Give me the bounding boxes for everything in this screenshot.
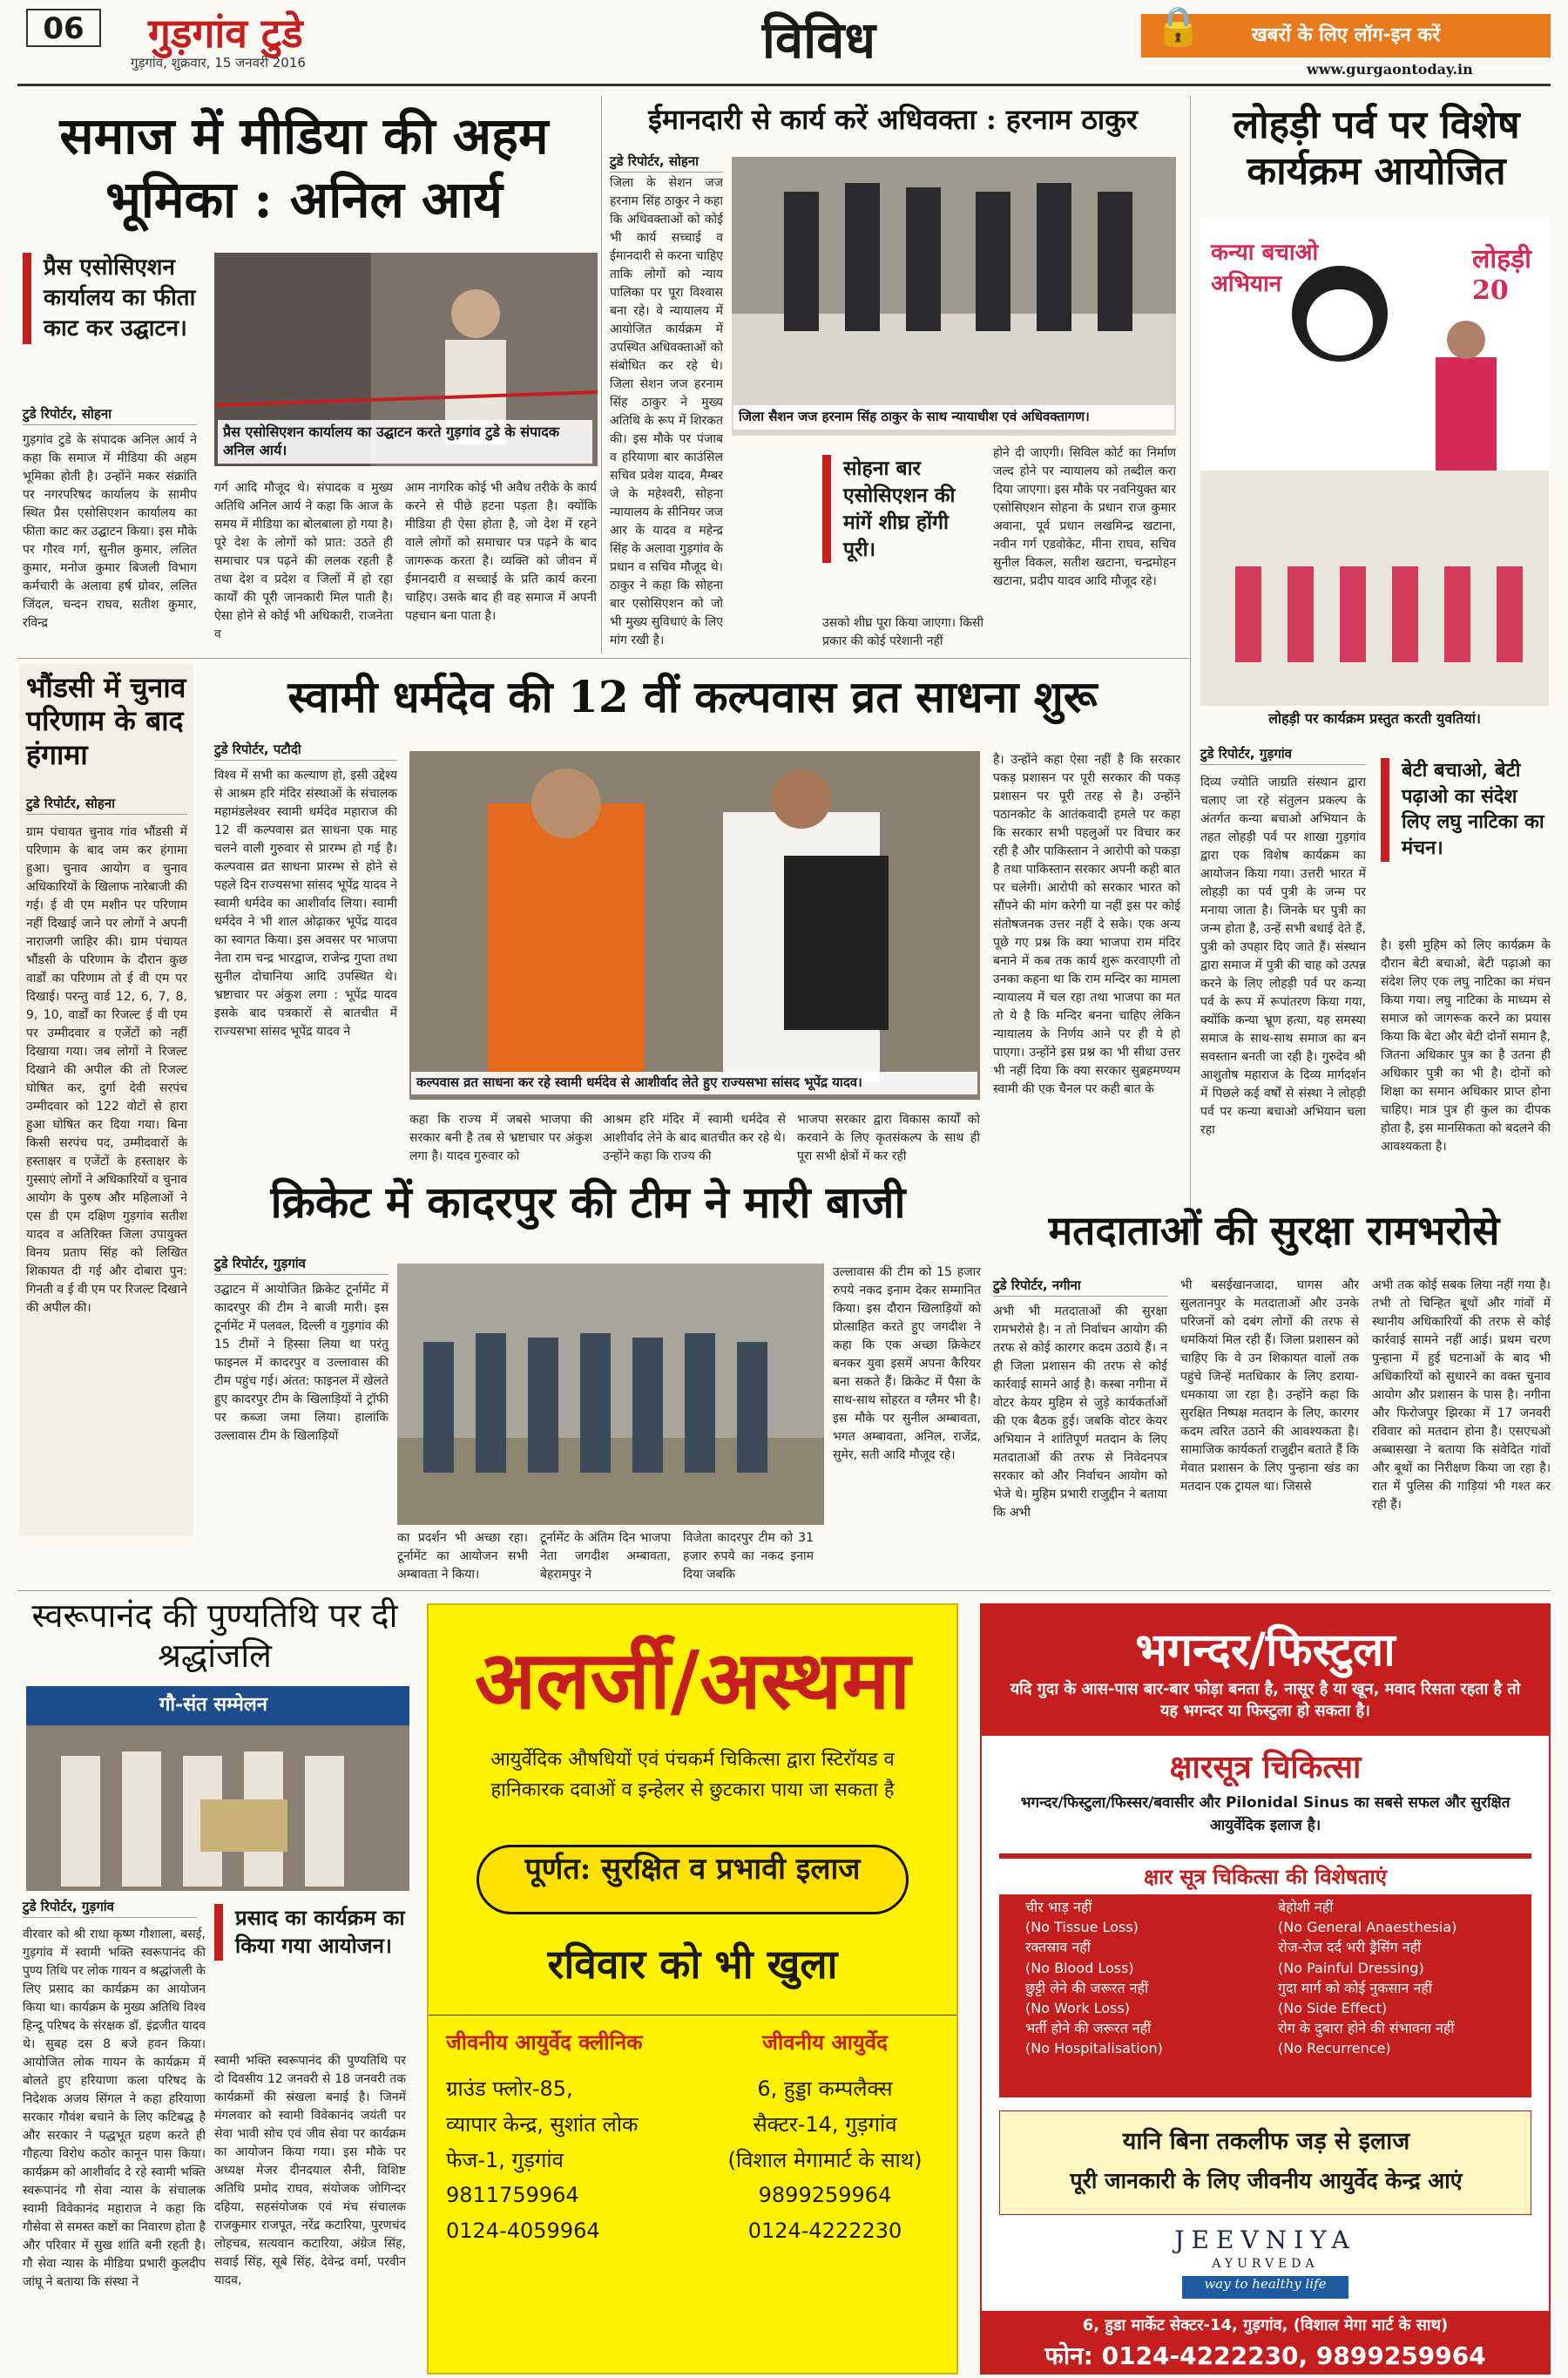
lohri-body-1: दिव्य ज्योति जाग्रति संस्थान द्वारा चलाए जा रहे संतुलन प्रकल्प के अंतर्गत कन्या बचाओ अभियान के तहत लोहड़ी पर्व पर शाखा गुड़गांव द्वारा एक विशेष कार्यक्रम का आयोजन किया गया। उत्तरी भारत में लोहड़ी का पर्व पुत्री के जन्म पर मनाया जाता है। जिनके घर पुत्री का जन्म होता है, उन्हें सभी बधाई देते हैं, पुत्री को उपहार दिए जाते हैं। संस्थान द्वारा समाज में पुत्री की चाह को उत्पन्न करने के लिए लोहड़ी पर्व पर कन्या पर्व के रूप में रूपांतरण किया गया, क्योंकि कन्या भ्रूण हत्या, यह समस्या समाज के साथ-साथ समाज का बन सवस्तान बनती जा रही है। गुरुदेव श्री आशुतोष महाराज के दिव्य मार्गदर्शन में पिछले कई वर्षों से संस्था ने लोहड़ी पर्व पर कन्या बचाओ अभियान चला रहा xyxy=(1200,776,1366,1137)
jeevniya-tagline: way to healthy life xyxy=(1182,2276,1348,2299)
fistula-ad-features xyxy=(999,1853,1531,2097)
cricket-body-4: विजेता कादरपुर टीम को 31 हजार रुपये का नकद इनाम दिया जबकि xyxy=(683,1531,814,1582)
fistula-features-left xyxy=(1025,1897,1260,2059)
fistula-ad-cta xyxy=(999,2110,1531,2215)
fistula-ad[interactable] xyxy=(980,1603,1551,2375)
clinic-1-address xyxy=(446,2071,681,2249)
allergy-ad-tagline: आयुर्वेदिक औषधियों एवं पंचकर्म चिकित्सा द्वारा स्टिरॉयड व हानिकारक दवाओं व इन्हेलर से छुटकारा पाया जा सकता है xyxy=(490,1749,895,1802)
lawyer-byline: टुडे रिपोर्टर, सोहना xyxy=(610,152,723,173)
lock-icon: 🔒 xyxy=(1154,4,1202,49)
cricket-body-5: उल्लावास की टीम को 15 हजार रुपये नकद इनाम देकर सम्मानित किया। इस दौरान खिलाड़ियों को प्रोत्साहित करते हुए जगदीश ने कहा कि एक अच्छा क्रिकेटर बनकर युवा इसमें अपना कैरियर बना सकते हैं। क्रिकेट में पैसा के साथ-साथ सोहरत व ग्लैमर भी है। इस मौके पर सुनील अम्बावता, भगत अम्बावता, अनिल, राजेंद्र, सुमेर, सती आदि मौजूद रहे। xyxy=(833,1265,981,1462)
bhondsi-headline: भौंडसी में चुनाव परिणाम के बाद हंगामा xyxy=(26,671,186,771)
section-title: विविध xyxy=(761,10,876,70)
swami-body-4: भाजपा सरकार द्वारा विकास कार्यों को करवाने के लिए कृतसंकल्प के साथ ही पूरा सभी क्षेत्रों में कर रही xyxy=(797,1113,980,1163)
cricket-byline: टुडे रिपोर्टर, गुड़गांव xyxy=(214,1255,389,1275)
swami-headline: स्वामी धर्मदेव की 12 वीं कल्पवास व्रत साधना शुरू xyxy=(287,671,1098,722)
fistula-features-title: क्षार सूत्र चिकित्सा की विशेषताएं xyxy=(999,1859,1531,1894)
clinic-2-address-line: सैक्टर-14, गुड़गांव xyxy=(753,2111,897,2137)
swami-blessing-photo-icon xyxy=(409,751,980,1100)
clinic-2-phone[interactable]: 9899259964 xyxy=(758,2183,892,2208)
media-body-3: आम नागरिक कोई भी अवैध तरीके के कार्य करने से पीछे हटना पड़ता है। क्योंकि मीडिया ही ऐसा होता है, जो देश में रहने वाले लोगों को समाचार पत्र पढ़ने के बाद जागरूक करता है। व्यक्ति को जीवन में ईमानदारी व सच्चाई के प्रति कार्य करना चाहिए। उसके बाद ही वह समाज में अपनी पहचान बना पाता है। xyxy=(405,481,597,623)
clinic-1-phone[interactable]: 9811759964 xyxy=(446,2183,579,2208)
feature-item: गुदा मार्ग को कोई नुकसान नहीं xyxy=(1278,1979,1433,1996)
feature-item: रक्तस्राव नहीं xyxy=(1025,1939,1091,1956)
cricket-body-2: का प्रदर्शन भी अच्छा रहा। टूर्नामेंट का आयोजन सभी अम्बावता ने किया। xyxy=(397,1531,528,1582)
cricket-team-photo-icon xyxy=(397,1264,824,1525)
feature-item: (No Blood Loss) xyxy=(1025,1959,1134,1976)
media-body-1: गुड़गांव टुडे के संपादक अनिल आर्य ने कहा कि समाज में मीडिया की अहम भूमिका होती है। उन्होंने मकर संक्रांति पर नगरपरिषद कार्यालय के सामीप स्थित प्रैस एसोसिएशन कार्यालय का फीता काट कर उद्घाटन किया। इस मौके पर गौरव गर्ग, सुनील कुमार, ललित कुमार, मनोज कुमार बिजली विभाग कर्मचारी के अलावा हर्ष ग्रोवर, ललित जिंदल, चन्दन राघव, सतीश कुमार, रविन्द्र xyxy=(23,433,197,630)
fistula-ad-address: 6, हुडा मार्केट सेक्टर-14, गुड़गांव, (विशाल मेगा मार्ट के साथ) xyxy=(1082,2316,1449,2334)
feature-item: रोग के दुबारा होने की संभावना नहीं xyxy=(1278,2020,1455,2037)
tribute-event-photo-icon xyxy=(26,1686,409,1891)
bhondsi-byline: टुडे रिपोर्टर, सोहना xyxy=(26,795,187,815)
clinic-2-address-line: (विशाल मेगामार्ट के साथ) xyxy=(727,2147,923,2172)
allergy-ad[interactable] xyxy=(427,1603,958,2375)
masthead-divider xyxy=(17,84,1551,86)
lawyer-headline: ईमानदारी से कार्य करें अधिवक्ता : हरनाम ठाकुर xyxy=(648,103,1138,136)
swami-body-3: आश्रम हरि मंदिर में स्वामी धर्मदेव से आशीर्वाद लेने के बाद बातचीत कर रहे थे। उन्होंने कहा कि राज्य की xyxy=(603,1113,786,1163)
lawyer-caption: जिला सैशन जज हरनाम सिंह ठाकुर के साथ न्यायाधीश एवं अधिवक्तागण। xyxy=(733,405,1174,430)
swami-photo xyxy=(409,751,980,1100)
feature-item: रोज-रोज दर्द भरी ड्रैसिंग नहीं xyxy=(1278,1939,1422,1956)
lohri-body-2: है। इसी मुहिम को लिए कार्यक्रम के दौरान बेटी बचाओ, बेटी पढ़ाओ का संदेश लिए एक लघु नाटिका का मंचन किया गया। लघु नाटिका के माध्यम से समाज को जागरूक करने का प्रयास किया कि बेटा और बेटी दोनों समान है, जितना अधिकार पुत्र का है उतना ही अधिकार पुत्री का भी है। दोनों को शिक्षा का समान अधिकार प्राप्त होना चाहिए। मात्र पुत्र ही कुल का दीपक होता है, इस मानसिकता को बदलने की आवश्यकता है। xyxy=(1381,938,1551,1154)
media-byline: टुडे रिपोर्टर, सोहना xyxy=(23,405,197,425)
feature-item: छुट्टी लेने की जरूरत नहीं xyxy=(1025,1979,1149,1996)
voters-body-2: भी बसईखानजादा, घागस और सुलतानपुर के मतदाताओं और उनके परिजनों को दबंग लोगों की तरफ से धमकियां मिल रही हैं। जिला प्रशासन को चाहिए कि वे उन शिकायत वालों तक पहुंचे जिन्हें मतधिकार के लिए डराया-धमकाया जा रहा है। उन्होंने कहा कि सुरक्षित निष्पक्ष मतदान के लिए, कारगर कदम त्वरित उठाने की आवश्यकता है। सामाजिक कार्यकर्ता राजुद्दीन बताते हैं कि मेवात प्रशासन के लिए पुन्हाना खंड का मतदान एक ट्रायल था। जिससे xyxy=(1180,1278,1359,1494)
fistula-ad-therapy: क्षारसूत्र चिकित्सा xyxy=(1169,1749,1362,1785)
lawyer-body-3: होने दी जाएगी। सिविल कोर्ट का निर्माण जल्द होने पर न्यायालय को तब्दील करा दिया जाएगा। इस मौके पर नवनियुक्त बार एसोसिएशन सोहना के प्रधान राज कुमार अवाना, पूर्व प्रधान लखमिन्द्र खटाना, नवीन गर्ग एडवोकेट, मीना राघव, सचिव सुनील विकल, सतीश खटाना, चन्द्रमोहन खटाना, प्रदीप यादव आदि मौजूद रहे। xyxy=(993,446,1176,588)
swami-byline: टुडे रिपोर्टर, पटौदी xyxy=(214,741,397,761)
feature-item: (No Side Effect) xyxy=(1278,1999,1388,2016)
swaroop-pull-quote: प्रसाद का कार्यक्रम का किया गया आयोजन। xyxy=(214,1904,406,1961)
lawyer-body-2: उसको शीघ्र पूरा किया जाएगा। किसी प्रकार की कोई परेशानी नहीं xyxy=(822,616,983,648)
media-headline: समाज में मीडिया की अहम भूमिका : अनिल आर्य xyxy=(59,106,549,229)
media-body-2: गर्ग आदि मौजूद थे। संपादक व मुख्य अतिथि अनिल आर्य ने कहा कि आज के समय में मीडिया का बोलबाला हो गया है। पूरे देश के लोगों को प्रात: उठते ही समाचार पत्र पढ़ने की ललक रहती है तथा देश व प्रदेश व जिलों में हो रहा कार्यों की पूरी जानकारी मिल पाती है। ऐसा होने से कोई भी अधिकारी, राजनेता व xyxy=(214,481,393,641)
fistula-ad-title: भगन्दर/फिस्टुला xyxy=(1135,1623,1396,1677)
feature-item: (No Painful Dressing) xyxy=(1278,1959,1424,1976)
feature-item: (No Recurrence) xyxy=(1278,2040,1391,2057)
lawyer-body-1: जिला के सेशन जज हरनाम सिंह ठाकुर ने कहा कि अधिवक्ताओं को कोई भी कार्य सच्चाई व ईमानदारी से करना चाहिए ताकि लोगों को न्याय पालिका पर पूरा विश्वास बना रहे। वे न्यायालय में आयोजित कार्यक्रम में उपस्थित अधिवक्ताओं को संबोधित कर रहे थे। जिला सेशन जज हरनाम सिंह ठाकुर ने मुख्य अतिथि के रूप में शिरकत की। इस मौके पर पंजाब व हरियाणा बार काउंसिल सचिव प्रवेश यादव, मैम्बर जे के महेश्वरी, सोहना न्यायालय के सीनियर जज आर के यादव व महेन्द्र सिंह के अलावा गुड़गांव के प्रधान व सचिव मौजूद थे। ठाकुर ने कहा कि सोहना बार एसोसिएशन को जो भी मुख्य सुविधाएं के लिए मांग रखी है। xyxy=(610,176,723,647)
column-divider xyxy=(601,96,602,654)
bhondsi-body: ग्राम पंचायत चुनाव गांव भौंडसी में परिणाम के बाद जम कर हंगामा हुआ। चुनाव आयोग व चुनाव अधिकारियों के खिलाफ नारेबाजी की गई। ई वी एम मशीन पर परिणाम नहीं दिखाई जाने पर लोगों ने अपनी नाराजगी जाहिर की। ग्राम पंचायत भौंडसी के परिणाम के दौरान कुछ वार्डों का परिणाम तो ई वी एम पर दिखाई। परन्तु वार्ड 12, 6, 7, 8, 9, 10, वार्डों का रिजल्ट ई वी एम पर उम्मीदवार व एजेंटों को नहीं दिखाया गया। जब लोगों ने रिजल्ट दिखाने की अपील की तो रिजल्ट घोषित कर, दुर्गा देवी सरपंच उम्मीदवार को 122 वोटों से हारा हुआ घोषित कर दिया गया। बिना किसी सरपंच पद, उम्मीदवारों के हस्ताक्षर व एजेंटों के हस्ताक्षर के गुस्साएं लोगों ने अधिकारियों व चुनाव आयोग के पुरुष और महिलाओं ने एस डी एम दक्षिण गुड़गांव सतीश यादव व अतिरिक्त जिला उपायुक्त विनय प्रताप सिंह को लिखित शिकायत दी गई और दोबारा पुन: गिनती व ई वी एम पर रिजल्ट दिखाने की अपील की। xyxy=(26,825,187,1315)
cricket-headline: क्रिकेट में कादरपुर की टीम ने मारी बाजी xyxy=(270,1176,906,1228)
clinic-2-address xyxy=(707,2071,943,2249)
feature-item: (No Hospitalisation) xyxy=(1025,2040,1163,2057)
allergy-ad-divider xyxy=(429,2015,956,2016)
media-subhead: प्रैस एसोसिएशन कार्यालय का फीता काट कर उद्घाटन। xyxy=(23,253,197,344)
clinic-1-address-line: ग्राउंड फ्लोर-85, xyxy=(446,2077,573,2101)
clinic-2-address-line: 6, हुड्डा कम्पलैक्स xyxy=(757,2077,893,2101)
clinic-1-address-line: फेज-1, गुड़गांव xyxy=(446,2147,564,2172)
cricket-body-3: टूर्नामेंट के अंतिम दिन भाजपा नेता जगदीश अम्बावता, बेहरामपुर ने xyxy=(540,1531,671,1582)
cricket-body-1: उद्घाटन में आयोजित क्रिकेट टूर्नामेंट में कादरपुर की टीम ने बाजी मारी। इस टूर्नामेंट में पलवल, दिल्ली व गुड़गांव की 15 टीमों ने हिस्सा लिया था परंतु फाइनल में कादरपुर व उल्लावास की टीम पहुंच गई। अंतत: फाइनल में खेलते हुए कादरपुर टीम के खिलाड़ियों ने ट्रॉफी पर कब्जा जमा लिया। हालांकि उल्लावास टीम के खिलाड़ियों xyxy=(214,1283,389,1443)
swaroop-byline: टुडे रिपोर्टर, गुड़गांव xyxy=(23,1898,197,1918)
swaroop-headline: स्वरूपानंद की पुण्यतिथि पर दी श्रद्धांजलि xyxy=(31,1596,398,1675)
fistula-features-right xyxy=(1278,1897,1522,2059)
lohri-caption: लोहड़ी पर कार्यक्रम प्रस्तुत करती युवतियां। xyxy=(1268,710,1481,727)
swaroop-banner: गौ-संत सम्मेलन xyxy=(159,1693,268,1716)
column-divider xyxy=(1190,96,1191,1237)
swaroop-body-1: वीरवार को श्री राधा कृष्ण गौशाला, बसई, गुड़गांव में स्वामी भक्ति स्वरूपानंद की पुण्य तिथि पर लोक गायन व श्रद्धांजली के लिए प्रसाद का कार्यक्रम का आयोजन किया था। कार्यक्रम के मुख्य अतिथि विश्व हिन्दू परिषद के संरक्षक डॉ. इंद्रजीत यादव थे। सुबह दस 8 बजे हवन किया। आयोजित लोक गायन के कार्यक्रम में बोलते हुए हरियाणा कला परिषद के निदेशक अजय सिंगल ने कहा हरियाणा सरकार गौवंश बचाने के लिए कटिबद्ध है और सरकार ने पद्धभूत ग्रहण करते ही गौहत्या विरोध कठोर कानून पास किया। कार्यक्रम को आशीर्वाद दे रहे स्वामी भक्ति स्वरूपानंद गौ सेवा न्यास के संचालक स्वामी विवेकानंद महाराज ने कहा कि गौसेवा से समस्त कष्टों का निवारण होता है और परिवार में सुख शांति बनी रहती है। गौ सेवा न्यास के मीडिया प्रभारी कुलदीप जांघू ने बताया कि संस्था ने xyxy=(23,1927,206,2289)
website-link[interactable]: www.gurgaontoday.in xyxy=(1307,61,1473,78)
clinic-2-phone[interactable]: 0124-4222230 xyxy=(747,2219,902,2244)
clinic-1-address-line: व्यापार केन्द्र, सुशांत लोक xyxy=(446,2111,639,2137)
lohri-byline: टुडे रिपोर्टर, गुड़गांव xyxy=(1200,745,1366,765)
section-divider xyxy=(17,1590,1551,1591)
feature-item: भर्ती होने की जरूरत नहीं xyxy=(1025,2020,1152,2037)
swami-body-2: कहा कि राज्य में जबसे भाजपा की सरकार बनी है तब से भ्रष्टाचार पर अंकुश लगा है। यादव गुरुवार को xyxy=(409,1113,592,1163)
dateline: गुड़गांव, शुक्रवार, 15 जनवरी 2016 xyxy=(131,55,306,71)
lawyer-photo xyxy=(732,157,1176,436)
swami-body-1: विश्व में सभी का कल्याण हो, इसी उद्देश्य से आश्रम हरि मंदिर संस्थाओं के संचालक महामंडलेश्वर स्वामी धर्मदेव महाराज की 12 वीं कल्पवास व्रत साधना एक माह चलने वाली गुरुवार से प्रारम्भ हो गई है। कल्पवास व्रत साधना प्रारम्भ से होने से पहले दिन राज्यसभा सांसद भूपेंद्र यादव ने स्वामी धर्मदेव का आशीर्वाद लिया। स्वामी धर्मदेव ने भी शाल ओढ़ाकर भूपेंद्र यादव का स्वागत किया। इस अवसर पर भाजपा नेता राम चन्द्र भारद्वाज, राजेन्द्र गुप्ता तथा सुनील दोचानिया आदि उपस्थित थे। भ्रष्टाचार पर अंकुश लगा : भूपेंद्र यादव इसके बाद पत्रकारों से बातचीत में राज्यसभा सांसद भूपेंद्र यादव ने xyxy=(214,769,397,1039)
brand-logo[interactable]: गुड़गांव टुडे xyxy=(148,10,303,57)
fistula-cta-line-2: पूरी जानकारी के लिए जीवनीय आयुर्वेद केन्द्र आएं xyxy=(1070,2168,1463,2193)
swaroop-photo xyxy=(26,1686,409,1891)
swami-body-5: है। उन्होंने कहा ऐसा नहीं है कि सरकार पकड़ प्रशासन पर पूरी सरकार की पकड़ प्रशासन पर पूरी तरह से है। उन्होंने पठानकोट के आतंकवादी हमले पर कहा कि सरकार सभी पहलुओं पर विचार कर रही है और पाकिस्तान ने आरोपी को पकड़ा है तथा पाकिस्तान सरकार अपनी कही बात पर चलेगी। आरोपी को सरकार भारत को सौंपने की मांग करेगी या नहीं इस पर कोई संतोषजनक उत्तर नहीं दे सके। एक अन्य पूछे गए प्रश्न कि क्या भाजपा राम मंदिर बनाने में कब तक कार्य शुरू करवाएगी तो उनका कहना था कि राम मन्दिर का मामला न्यायालय में चल रहा तथा भाजपा का मत तो ये है कि मन्दिर बनना चाहिए लेकिन न्यायालय के निर्णय आने पर ही ये हो पाएगा। उन्होंने इस प्रश्न का भी सीधा उत्तर भी नहीं दिया कि क्या सरकार सुब्रहमण्यम स्वामी की एक चैनल पर कही बात के xyxy=(993,753,1180,1096)
clinic-1-phone[interactable]: 0124-4059964 xyxy=(446,2219,600,2244)
allergy-ad-title: अलर्जी/अस्थमा xyxy=(474,1633,911,1727)
fistula-ad-intro: यदि गुदा के आस-पास बार-बार फोड़ा बनता है, नासूर है या खून, मवाद रिसता रहता है तो यह भगन्दर या फिस्टुला हो सकता है। xyxy=(1010,1680,1521,1721)
voters-headline: मतदाताओं की सुरक्षा रामभरोसे xyxy=(1048,1207,1500,1254)
lohri-pull-quote: बेटी बचाओ, बेटी पढ़ाओ का संदेश लिए लघु नाटिका का मंचन। xyxy=(1381,758,1551,862)
fistula-ad-phone[interactable]: फोन: 0124-4222230, 9899259964 xyxy=(1044,2341,1486,2370)
voters-byline: टुडे रिपोर्टर, नगीना xyxy=(993,1277,1167,1297)
lawyer-pull-quote: सोहना बार एसोसिएशन की मांगें शीघ्र होंगी पूरी। xyxy=(822,455,979,563)
jeevniya-logo: JEEVNIYA xyxy=(1174,2226,1356,2254)
feature-item: चीर भाड़ नहीं xyxy=(1025,1899,1092,1915)
voters-body-1: अभी भी मतदाताओं की सुरक्षा रामभरोसे है। न तो निर्वाचन आयोग की तरफ से कोई कारगर कदम उठाये हैं। न ही जिला प्रशासन की तरफ से कोई कार्रवाई सामने आई है। कस्बा नगीना में वोटर केयर मुहिम से जुड़े कार्यकर्ताओं की एक बैठक हुई। जबकि वोटर केयर अभियान ने शांतिपूर्ण मतदान के लिए मतदाताओं की तरफ से निवेदनपत्र सरकार को और निर्वाचन आयोग को भेजे थे। मुहिम प्रभारी राजुद्दीन ने बताया कि अभी xyxy=(993,1304,1167,1520)
allergy-ad-badge: पूर्णत: सुरक्षित व प्रभावी इलाज xyxy=(476,1845,909,1914)
lohri-banner-left: कन्या बचाओ अभियान xyxy=(1211,240,1319,297)
feature-item: (No Work Loss) xyxy=(1025,1999,1131,2016)
fistula-ad-therapy-desc: भगन्दर/फिस्टुला/फिस्सर/बवासीर और Pilonidal Sinus का सबसे सफल और सुरक्षित आयुर्वेदिक इलाज है। xyxy=(1020,1794,1511,1834)
allergy-ad-sunday: रविवार को भी खुला xyxy=(547,1941,838,1988)
feature-item: (No General Anaesthesia) xyxy=(1278,1919,1457,1936)
feature-item: बेहोशी नहीं xyxy=(1278,1899,1334,1915)
media-caption: प्रैस एसोसिएशन कार्यालय का उद्घाटन करते गुड़गांव टुडे के संपादक अनिल आर्य। xyxy=(218,420,592,464)
clinic-1-name: जीवनीय आयुर्वेद क्लीनिक xyxy=(446,2029,643,2055)
swami-caption: कल्पवास व्रत साधना कर रहे स्वामी धर्मदेव से आशीर्वाद लेते हुए राज्यसभा सांसद भूपेंद्र यादव। xyxy=(411,1072,977,1094)
voters-body-3: अभी तक कोई सबक लिया नहीं गया है। तभी तो चिन्हित बूथों और गांवों में स्थानीय अधिकारियों की तरफ से कोई कार्रवाई सामने नहीं आई। प्रथम चरण पुन्हाना में हुई घटनाओं के बाद भी अधिकारियों को सुधारने का वक्त चुनाव आयोग और प्रशासन के पास है। नगीना और फिरोजपुर झिरका में 17 जनवरी रविवार को मतदान होना है। एसएचओ अब्बासखा ने बताया कि संवेदित गांवों और बूथों का निरीक्षण किया जा रहा है। रात में पुलिस की गाड़ियां भी गश्त कर रही हैं। xyxy=(1372,1278,1551,1512)
lohri-headline: लोहड़ी पर्व पर विशेष कार्यक्रम आयोजित xyxy=(1233,103,1520,193)
fistula-cta-line-1: यानि बिना तकलीफ जड़ से इलाज xyxy=(1122,2128,1410,2155)
login-banner[interactable]: खबरों के लिए लॉग-इन करें xyxy=(1141,14,1551,58)
page-number: 06 xyxy=(26,9,101,47)
court-group-photo-icon xyxy=(732,157,1176,436)
lohri-banner-right: लोहड़ी 20 xyxy=(1472,244,1531,306)
jeevniya-logo-sub: AYURVEDA xyxy=(1212,2257,1319,2271)
clinic-2-name: जीवनीय आयुर्वेद xyxy=(762,2029,888,2055)
cricket-photo xyxy=(397,1264,824,1525)
feature-item: (No Tissue Loss) xyxy=(1025,1919,1139,1936)
section-divider xyxy=(17,658,1189,659)
swaroop-body-2: स्वामी भक्ति स्वरूपानंद की पुण्यतिथि पर दो दिवसीय 12 जनवरी से 18 जनवरी तक कार्यक्रमों की स्रंखला बनाई है। जिनमें मंगलवार को स्वामी विवेकानंद जयंती पर सेवा भावी सोच एवं जीव सेवा पर कार्यक्रम का आयोजन किया गया। इस मौके पर अध्यक्ष मेजर दीनदयाल सैनी, विशिष्ट अतिथि प्रमोद राघव, संयोजक जोगिन्दर दहिया, सहसंयोजक एवं मंच संचालक राजकुमार राजपूत, नरेंद्र कटारिया, पुरणचंद लोहचब, सत्यवान कटारिया, अंग्रेज सिंह, सवाई सिंह, सूबे सिंह, देवेन्द्र वर्मा, परवीन यादव, xyxy=(214,2054,406,2287)
